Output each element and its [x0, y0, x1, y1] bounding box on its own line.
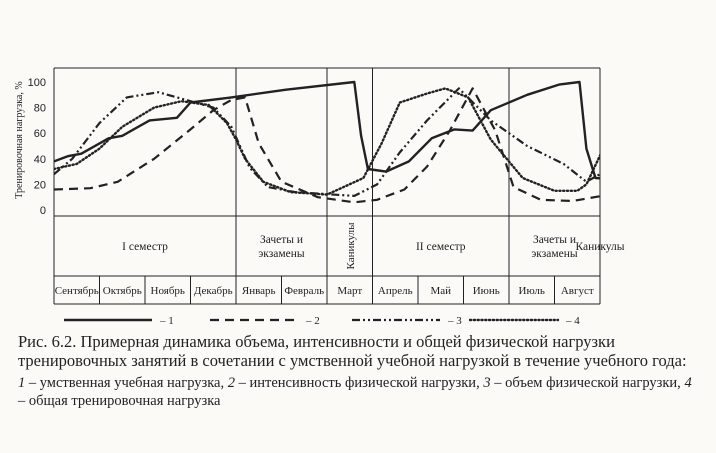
figure-caption: [18, 332, 698, 410]
key-text-4: – общая тренировочная нагрузка: [18, 393, 221, 409]
month-label: Сентябрь: [54, 285, 99, 297]
month-label: Июль: [518, 285, 545, 297]
period-label: Каникулы: [575, 241, 625, 253]
legend-label: – 4: [566, 315, 580, 327]
key-num-1: 1: [18, 375, 26, 391]
month-label: Январь: [241, 285, 276, 297]
period-label: Каникулы: [344, 222, 357, 270]
month-label: Апрель: [377, 285, 413, 297]
period-label: I семестр: [122, 241, 168, 253]
period-label: Зачеты и: [259, 234, 304, 246]
month-label: Июнь: [472, 285, 500, 297]
month-label: Октябрь: [102, 285, 142, 297]
key-num-2: 2: [227, 375, 235, 391]
month-label: Май: [430, 285, 452, 297]
month-label: Февраль: [284, 285, 325, 297]
month-label: Август: [560, 285, 594, 297]
period-label: экзамены: [258, 248, 305, 260]
period-label: Зачеты и: [532, 234, 577, 246]
period-label: II семестр: [415, 241, 466, 253]
y-tick-label: 40: [33, 153, 46, 166]
key-num-3: 3: [483, 375, 491, 391]
caption-title: Рис. 6.2. Примерная динамика объема, интенсивности и общей физической нагрузки тренировочных занятий в сочетании с умственной учебной нагрузкой в течение учебного года:: [18, 332, 687, 370]
period-label: экзамены: [531, 248, 578, 260]
month-label: Декабрь: [193, 285, 233, 297]
y-tick-label: 20: [33, 179, 46, 192]
legend-label: – 1: [160, 315, 174, 327]
y-tick-label: 60: [33, 128, 46, 141]
y-axis-label: Тренировочная нагрузка, %: [14, 81, 25, 199]
key-text-2: – интенсивность физической нагрузки,: [235, 375, 484, 391]
y-tick-label: 0: [39, 205, 46, 217]
legend-label: – 3: [448, 315, 462, 327]
caption-key: [18, 374, 698, 410]
key-text-1: – умственная учебная нагрузка,: [25, 375, 228, 391]
month-label: Март: [337, 285, 363, 297]
y-tick-label: 80: [33, 102, 46, 115]
y-tick-label: 100: [27, 77, 46, 89]
key-num-4: 4: [684, 375, 692, 391]
legend-label: – 2: [306, 315, 320, 327]
month-label: Ноябрь: [150, 285, 185, 297]
key-text-3: – объем физической нагрузки,: [490, 375, 685, 391]
